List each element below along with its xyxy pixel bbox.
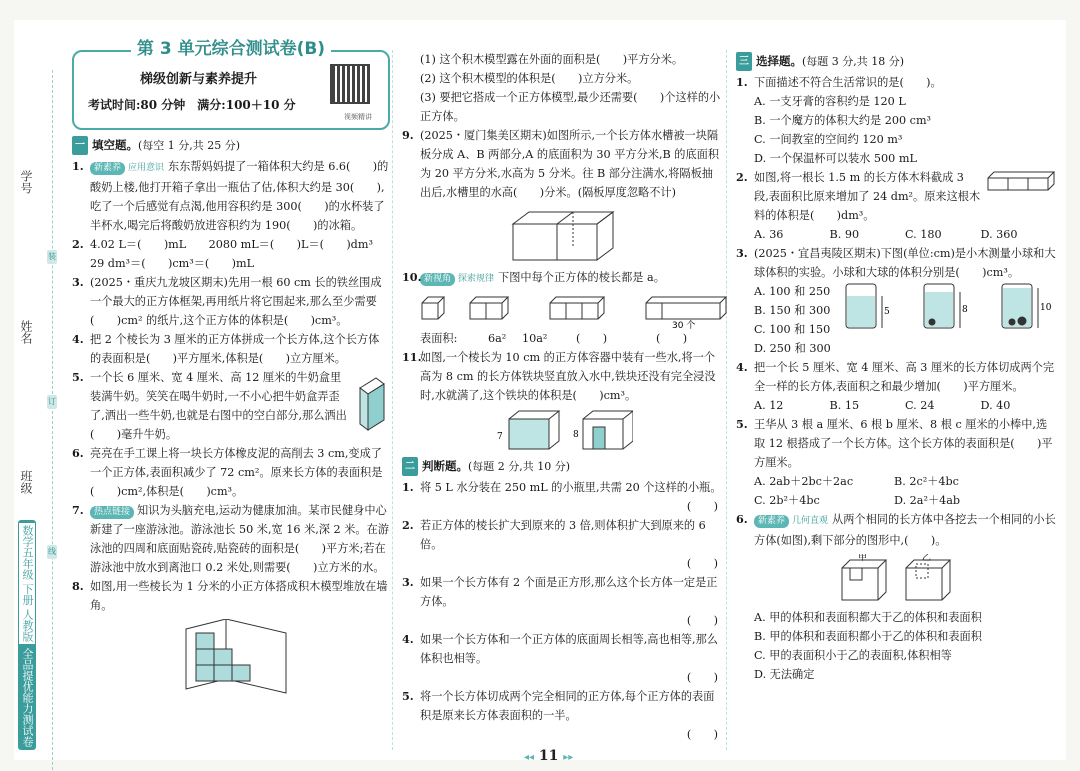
pattern-tag: 探索规律 — [458, 274, 495, 284]
question-6: 6. 亮亮在手工课上将一块长方体橡皮泥的高削去 3 cm,变成了一个正方体,表面积减少了 72 cm²。原来长方体的表面积是( )cm²,体积是( )cm³。 — [72, 446, 383, 498]
surface-area-row: 表面积: 6a² 10a² ( ) ( ) — [420, 332, 688, 345]
answer-paren[interactable]: ( ) — [686, 614, 718, 627]
option[interactable]: B. 150 和 300 — [754, 304, 831, 317]
section-hint: (每题 3 分,共 18 分) — [802, 55, 905, 68]
options-row — [736, 472, 1056, 491]
question-9: 9. (2025・厦门集美区期末)如图所示,一个长方体水槽被一块隔板分成 A、B 两部分,A 的底面积为 30 平方分米,B 的底面积为 20 平方分米,水高为 5 分米。往 B 部分注满水,将隔板抽出后,水槽里的水高( )分米。(隔板厚度忽略不计) — [402, 128, 720, 199]
question-3: 3. (2025・重庆九龙坡区期末)先用一根 60 cm 长的铁丝围成一个最大的正方体框架,再用纸片将它围起来,那么至少需要( )cm² 的纸片,这个正方体的体积是( )cm³。 — [72, 275, 382, 327]
literacy-sub-tag: 应用意识 — [128, 163, 165, 173]
section-title: 选择题。 — [756, 54, 802, 68]
option[interactable]: D. 无法确定 — [754, 668, 815, 681]
choice-5: 5. 王华从 3 根 a 厘米、6 根 b 厘米、8 根 c 厘米的小棒中,选取 12 根搭成了一个长方体。这个长方体的表面积是( )平方厘米。 — [736, 417, 1053, 469]
option[interactable]: B. 90 — [829, 228, 860, 241]
option[interactable]: A. 一支牙膏的容积约是 120 L — [754, 95, 906, 108]
option[interactable]: A. 12 — [754, 399, 784, 412]
option[interactable]: C. 180 — [905, 228, 942, 241]
binding-mark-1: 装 — [47, 250, 57, 264]
option[interactable]: D. 360 — [980, 228, 1018, 241]
option[interactable]: A. 甲的体积和表面积都大于乙的体积和表面积 — [754, 611, 982, 624]
exam-info: 考试时间:80 分钟 满分:100＋10 分 — [88, 98, 296, 112]
q8-sub-3: (3) 要把它搭成一个正方体模型,最少还需要( )个这样的小正方体。 — [420, 91, 721, 123]
section-fill-blank — [72, 136, 390, 155]
page-subtitle: 梯级创新与素养提升 — [140, 72, 258, 87]
column-3 — [736, 50, 1056, 684]
section-judge — [402, 457, 724, 476]
option[interactable]: A. 100 和 250 — [754, 285, 831, 298]
milk-box-figure — [354, 374, 388, 434]
option[interactable]: C. 100 和 150 — [754, 323, 831, 336]
options-row — [736, 396, 1056, 415]
option[interactable]: D. 250 和 300 — [754, 342, 831, 355]
option[interactable]: D. 2a²＋4ab — [894, 494, 961, 507]
corner-blocks-figure — [166, 619, 296, 699]
new-angle-tag: 新视角 — [420, 273, 455, 286]
column-2 — [402, 50, 724, 744]
option[interactable]: A. 36 — [754, 228, 784, 241]
options-row — [736, 491, 1056, 510]
book-brand — [18, 520, 36, 750]
hot-topic-tag: 热点链接 — [90, 506, 134, 519]
section-badge: 二 — [402, 457, 418, 476]
ball-experiment-figure — [842, 278, 1056, 338]
options-row — [736, 225, 1056, 244]
column-1 — [72, 39, 390, 703]
literacy-tag: 新素养 — [90, 162, 125, 175]
book-subtitle: 数学五年级 下册 人教版 — [21, 525, 34, 642]
answer-paren[interactable]: ( ) — [686, 557, 718, 570]
binding-mark-3: 线 — [47, 545, 57, 559]
carved-blocks-figure — [836, 554, 956, 604]
cube-sequence-figure — [420, 289, 740, 329]
binding-strip — [14, 40, 56, 760]
option[interactable]: A. 2ab＋2bc＋2ac — [754, 475, 854, 488]
book-title: 全品提优能力测试卷 — [21, 648, 34, 747]
literacy-tag: 新素养 — [754, 515, 789, 528]
title-box — [72, 39, 390, 130]
choice-4: 4. 把一个长 5 厘米、宽 4 厘米、高 3 厘米的长方体切成两个完全一样的长方体,表面积之和最少增加( )平方厘米。 — [736, 360, 1055, 393]
column-divider-2 — [726, 50, 727, 750]
option[interactable]: B. 一个魔方的体积大约是 200 cm³ — [754, 114, 932, 127]
question-4: 4. 把 2 个棱长为 3 厘米的正方体拼成一个长方体,这个长方体的表面积是( )平方厘米,体积是( )立方厘米。 — [72, 332, 380, 365]
judge-5: 5. 将一个长方体切成两个完全相同的正方体,每个正方体的表面积是原来长方体表面积的一半。 ( ) — [402, 687, 724, 744]
question-5: 5. 一个长 6 厘米、宽 4 厘米、高 12 厘米的牛奶盒里装满牛奶。笑笑在喝牛奶时,一不小心把牛奶盒弄歪了,洒出一些牛奶,也就是右图中的空白部分,那么洒出( )毫升牛奶。 — [72, 368, 390, 444]
fig-label-a: 7 — [497, 432, 503, 442]
answer-paren[interactable]: ( ) — [686, 671, 718, 684]
question-11: 11. 如图,一个棱长为 10 cm 的正方体容器中装有一些水,将一个高为 8 cm 的长方体铁块竖直放入水中,铁块还没有完全浸没时,水就满了,这个铁块的体积是( )cm³。 — [402, 350, 716, 402]
class-label: 班级 — [19, 470, 33, 494]
option[interactable]: D. 一个保温杯可以装水 500 mL — [754, 152, 917, 165]
wood-bar-figure — [986, 170, 1056, 192]
section-hint: (每题 2 分,共 10 分) — [468, 460, 571, 473]
section-title: 判断题。 — [422, 459, 468, 473]
section-choice — [736, 52, 1056, 71]
answer-paren[interactable]: ( ) — [686, 728, 718, 741]
next-arrow-icon: ▸▸ — [563, 752, 574, 763]
student-name-label: 姓名 — [19, 320, 33, 344]
fig-measure-1: 5 — [884, 307, 890, 317]
student-number-label: 学号 — [19, 170, 33, 194]
question-10: 10. 新视角 探索规律 下图中每个正方体的棱长都是 a。 — [402, 268, 724, 289]
question-2: 2. 4.02 L＝( )mL 2080 mL＝( )L＝( )dm³ 29 dm³＝( )cm³＝( )mL — [72, 237, 385, 270]
option[interactable]: C. 甲的表面积小于乙的表面积,体积相等 — [754, 649, 952, 662]
choice-3: 3. (2025・宜昌夷陵区期末)下图(单位:cm)是小木测量小球和大球体积的实验。小球和大球的体积分别是( )cm³。 — [736, 246, 1056, 279]
section-badge: 一 — [72, 136, 88, 155]
container-figure — [493, 409, 633, 453]
qr-code-icon[interactable] — [330, 64, 370, 104]
judge-1: 1. 将 5 L 水分装在 250 mL 的小瓶里,共需 20 个这样的小瓶。 ( ) — [402, 478, 724, 516]
q8-sub-2: (2) 这个积木模型的体积是( )立方分米。 — [420, 72, 639, 85]
exam-page — [14, 20, 1066, 764]
cut-line — [52, 70, 53, 770]
option[interactable]: B. 甲的体积和表面积都小于乙的体积和表面积 — [754, 630, 982, 643]
option[interactable]: C. 2b²＋4bc — [754, 494, 820, 507]
page-number: ◂◂ 11 ▸▸ — [524, 748, 574, 764]
option[interactable]: C. 24 — [905, 399, 935, 412]
judge-3: 3. 如果一个长方体有 2 个面是正方形,那么这个长方体一定是正方体。 ( ) — [402, 573, 724, 630]
water-tank-figure — [503, 206, 623, 264]
section-badge: 三 — [736, 52, 752, 71]
choice-3-body — [736, 282, 1056, 358]
binding-mark-2: 订 — [47, 395, 57, 409]
prev-arrow-icon: ◂◂ — [524, 752, 535, 763]
answer-paren[interactable]: ( ) — [686, 500, 718, 513]
question-8: 8. 如图,用一些棱长为 1 分米的小正方体搭成积木模型堆放在墙角。 — [72, 579, 388, 612]
option[interactable]: D. 40 — [980, 399, 1011, 412]
question-7: 7. 热点链接 知识为头脑充电,运动为健康加油。某市民健身中心新建了一座游泳池。游泳池长 50 米,宽 16 米,深 2 米。在游泳池的四周和底面贴瓷砖,贴瓷砖的面积是( )平方米;若在游泳池中放水到离池口 0.2 米处,则需要( )立方米的水。 — [72, 503, 389, 574]
page-title: 第 3 单元综合测试卷(B) — [131, 39, 331, 59]
fig-measure-3: 10 — [1040, 303, 1052, 313]
column-divider-1 — [392, 50, 393, 750]
cube-count-label: 30 个 — [672, 321, 696, 329]
fig-label-jia: 甲 — [858, 554, 868, 563]
fig-label-yi: 乙 — [922, 554, 932, 563]
fig-measure-2: 8 — [962, 305, 968, 315]
fig-label-b: 8 — [573, 430, 579, 440]
option[interactable]: B. 15 — [829, 399, 860, 412]
judge-2: 2. 若正方体的棱长扩大到原来的 3 倍,则体积扩大到原来的 6 倍。 ( ) — [402, 516, 724, 573]
question-1: 1. 新素养 应用意识 东东帮妈妈提了一箱体积大约是 6.6( )的酸奶上楼,他打开箱子拿出一瓶估了估,体积大约是 30( ),吃了一个后感觉有点渴,他用容积约是 300( )的水杯装了半杯水,喝完后将酸奶放进容积约为 190( )的冰箱。 — [72, 159, 389, 232]
choice-2: 2. 如图,将一根长 1.5 m 的长方体木料截成 3 段,表面积比原来增加了 24 dm²。原来这根木料的体积是( )dm³。 — [736, 168, 1056, 225]
option[interactable]: C. 一间教室的空间约 120 m³ — [754, 133, 903, 146]
qr-label: 视频精讲 — [344, 113, 372, 121]
q8-sub-1: (1) 这个积木模型露在外面的面积是( )平方分米。 — [420, 53, 684, 66]
geometry-tag: 几何直观 — [792, 516, 829, 526]
choice-6: 6. 新素养 几何直观 从两个相同的长方体中各挖去一个相同的小长方体(如图),剩下部分的图形中,( )。 — [736, 512, 1056, 547]
section-title: 填空题。 — [92, 138, 138, 152]
section-hint: (每空 1 分,共 25 分) — [138, 139, 241, 152]
option[interactable]: B. 2c²＋4bc — [894, 475, 959, 488]
choice-1: 1. 下面描述不符合生活常识的是( )。 — [736, 75, 942, 89]
judge-4: 4. 如果一个长方体和一个正方体的底面周长相等,高也相等,那么体积也相等。 ( ) — [402, 630, 724, 687]
